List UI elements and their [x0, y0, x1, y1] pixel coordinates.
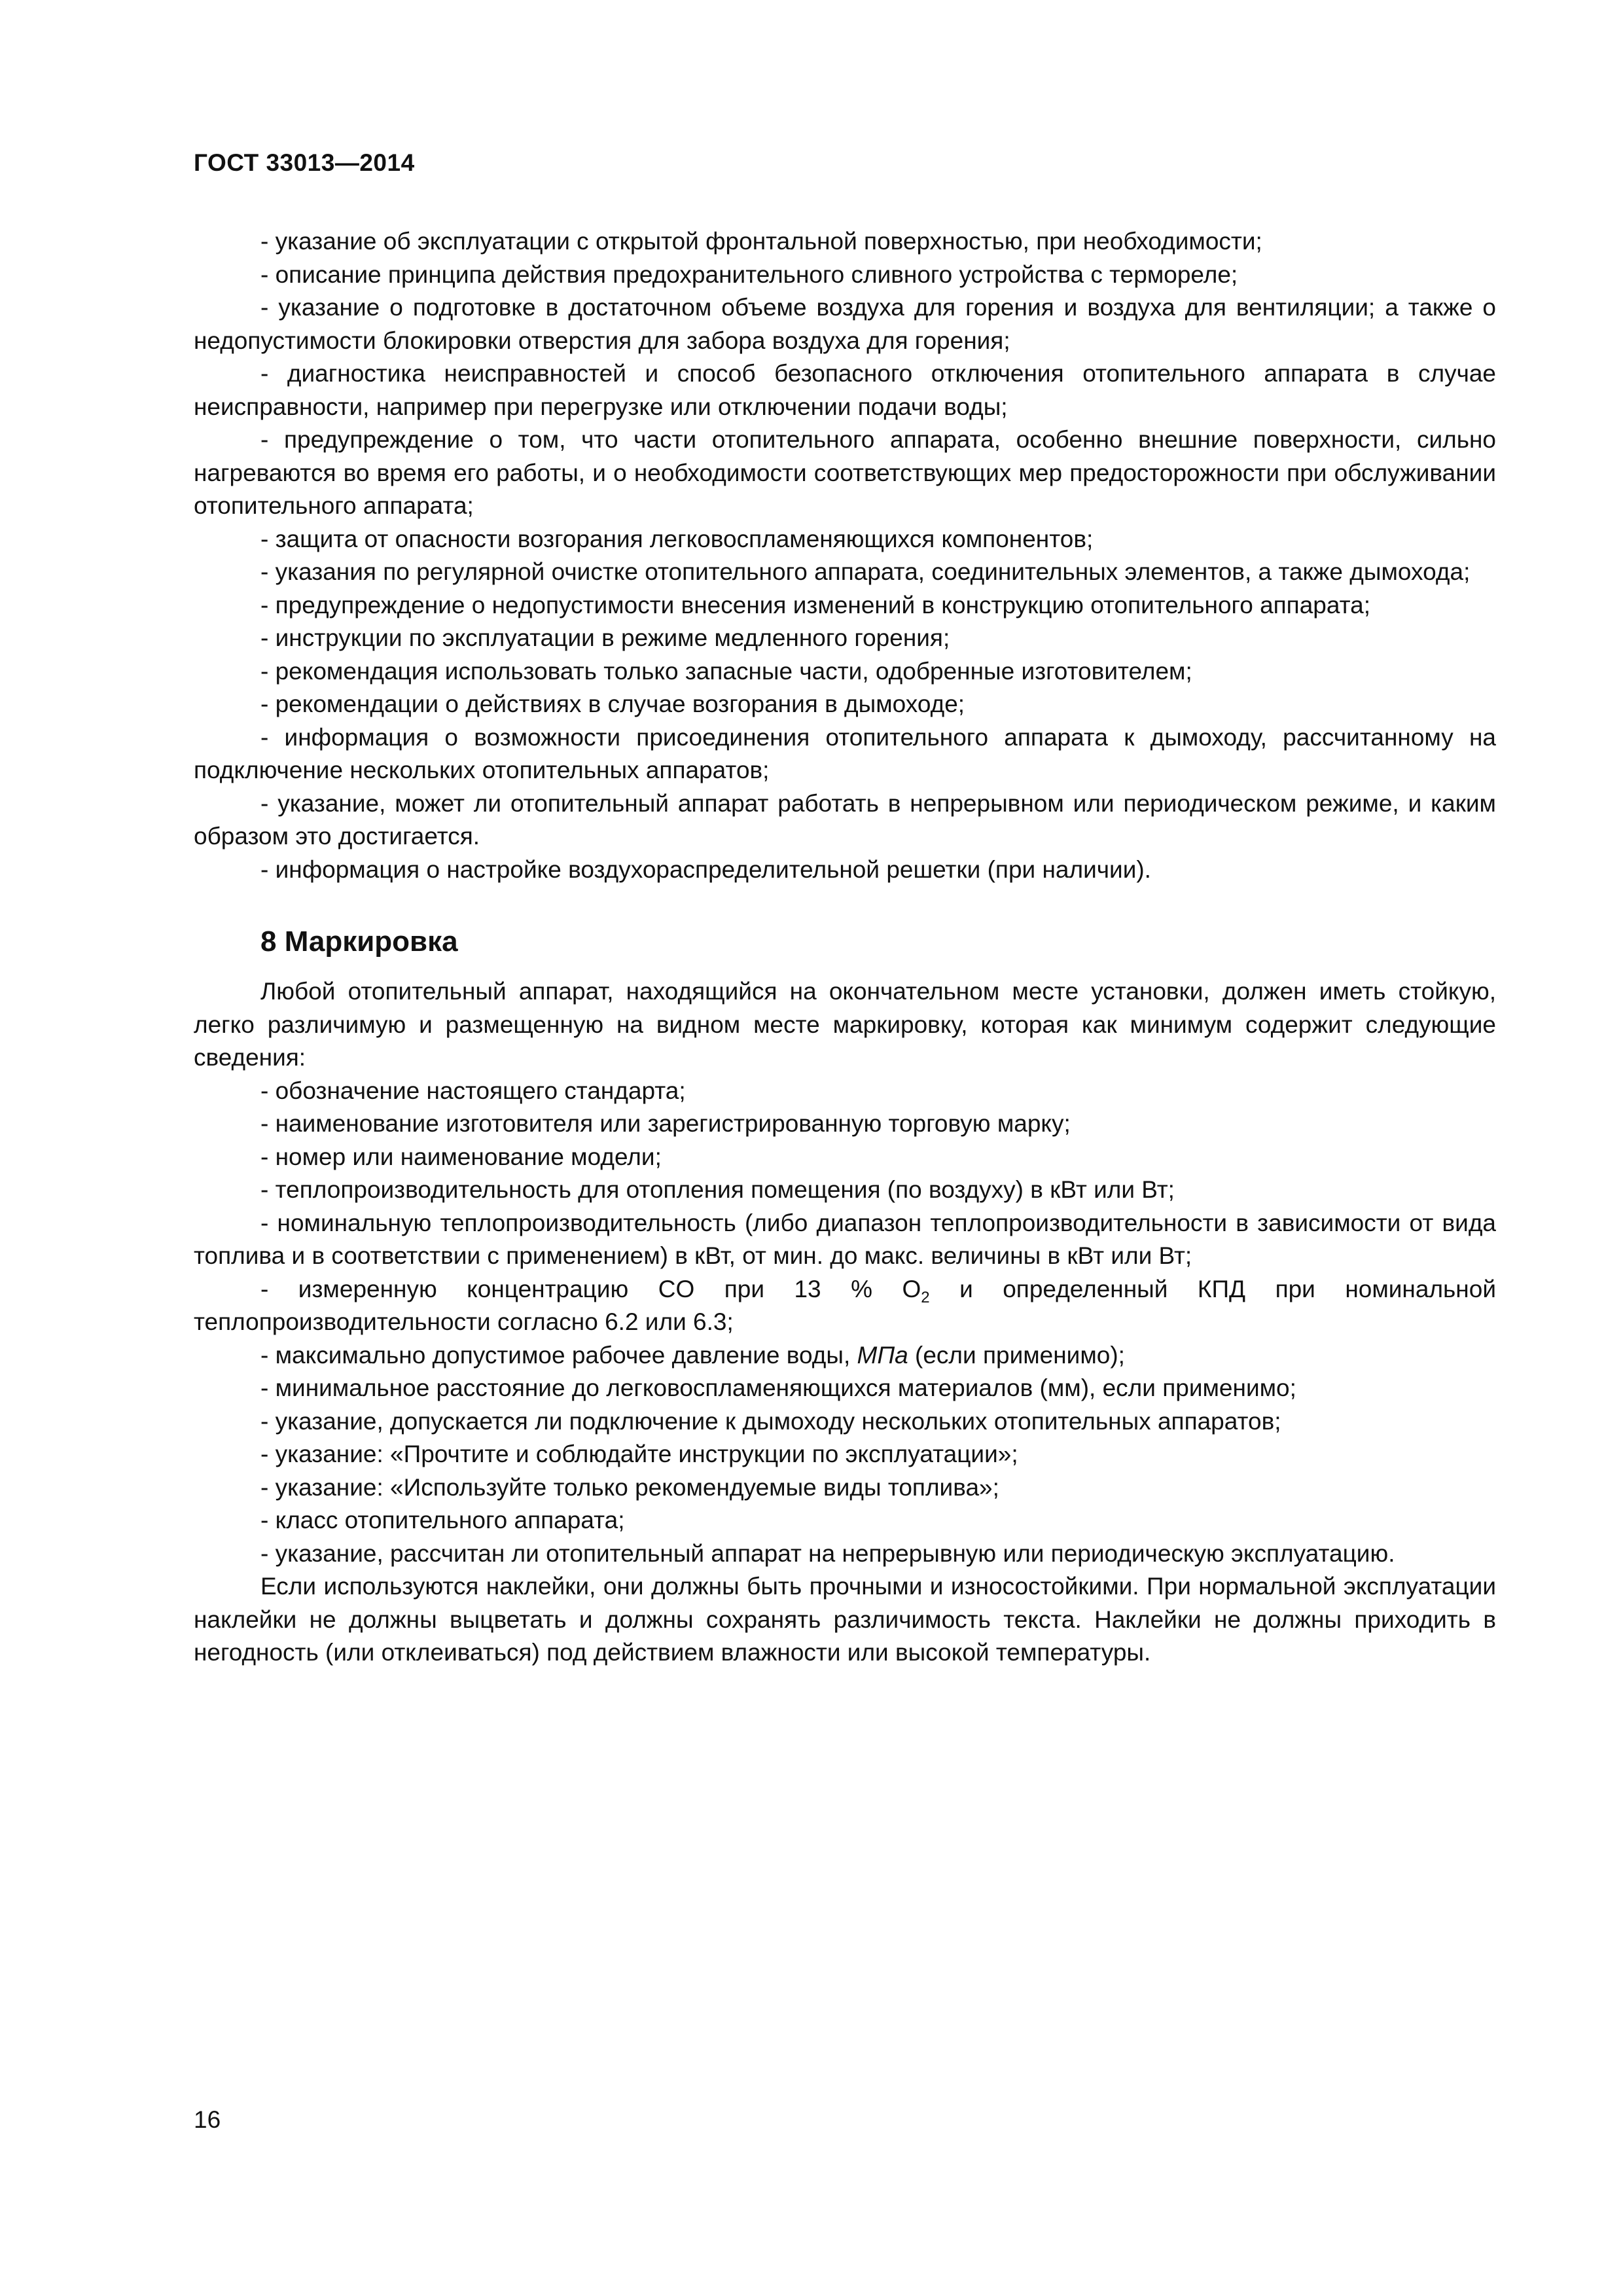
list-item: - диагностика неисправностей и способ безопасного отключения отопительного аппарата в случае неисправности, например при перегрузке или отключении подачи воды; [194, 360, 1496, 420]
list-item: - номер или наименование модели; [260, 1143, 662, 1170]
co-item-text-end: и определенный КПД при номинальной теплопроизводительности согласно 6.2 или 6.3; [194, 1275, 1496, 1335]
list-item: - рекомендация использовать только запасные части, одобренные изготовителем; [260, 657, 1192, 685]
list-item-water-pressure [194, 1339, 1496, 1372]
co-item-text-start: - измеренную концентрацию CO при 13 % O [260, 1275, 921, 1302]
list-item: - указание, допускается ли подключение к дымоходу нескольких отопительных аппаратов; [260, 1407, 1281, 1435]
list-item: - класс отопительного аппарата; [260, 1507, 625, 1534]
pressure-item-text-start: - максимально допустимое рабочее давление воды, [260, 1341, 857, 1369]
page-number: 16 [194, 2106, 221, 2133]
page-content [194, 225, 1496, 1670]
list-item: - номинальную теплопроизводительность (либо диапазон теплопроизводительности в зависимости от вида топлива и в соответствии с применением) в кВт, от мин. до макс. величины в кВт или Вт; [194, 1209, 1496, 1269]
marking-list [194, 1075, 1496, 1571]
list-item: - указание об эксплуатации с открытой фронтальной поверхностью, при необходимости; [260, 228, 1262, 255]
list-item: - описание принципа действия предохранительного сливного устройства с термореле; [260, 260, 1238, 288]
list-item: - теплопроизводительность для отопления помещения (по воздуху) в кВт или Вт; [260, 1176, 1175, 1203]
list-item: - информация о возможности присоединения отопительного аппарата к дымоходу, рассчитанному на подключение нескольких отопительных аппаратов; [194, 723, 1496, 783]
section-title: 8 Маркировка [260, 925, 458, 958]
list-item: - указания по регулярной очистке отопительного аппарата, соединительных элементов, а также дымохода; [260, 558, 1471, 585]
list-item: - указание: «Прочтите и соблюдайте инструкции по эксплуатации»; [260, 1441, 1018, 1467]
list-item-co-concentration [194, 1273, 1496, 1339]
list-item: - указание, может ли отопительный аппарат работать в непрерывном или периодическом режиме, и каким образом это достигается. [194, 789, 1496, 850]
instruction-list [194, 225, 1496, 886]
list-item: - обозначение настоящего стандарта; [260, 1077, 686, 1104]
pressure-unit: МПа [857, 1341, 908, 1369]
section-intro-paragraph: Любой отопительный аппарат, находящийся на окончательном месте установки, должен иметь стойкую, легко различимую и размещенную на видном месте маркировку, которая как минимум содержит следующие сведения: [194, 978, 1496, 1071]
list-item: - защита от опасности возгорания легковоспламеняющихся компонентов; [260, 525, 1094, 552]
pressure-item-text-end: (если применимо); [908, 1341, 1125, 1369]
document-code-header: ГОСТ 33013—2014 [194, 149, 415, 176]
list-item: - информация о настройке воздухораспределительной решетки (при наличии). [260, 855, 1151, 883]
list-item: - указание: «Используйте только рекомендуемые виды топлива»; [260, 1473, 999, 1501]
oxygen-subscript: 2 [921, 1288, 930, 1306]
closing-paragraph: Если используются наклейки, они должны быть прочными и износостойкими. При нормальной эксплуатации наклейки не должны выцветать и должны сохранять различимость текста. Наклейки не должны приходить в негодность (или отклеиваться) под действием влажности или высокой температуры. [194, 1573, 1496, 1666]
list-item: - рекомендации о действиях в случае возгорания в дымоходе; [260, 691, 965, 717]
list-item: - наименование изготовителя или зарегистрированную торговую марку; [260, 1110, 1071, 1137]
list-item: - указание о подготовке в достаточном объеме воздуха для горения и воздуха для вентиляции; а также о недопустимости блокировки отверстия для забора воздуха для горения; [194, 294, 1496, 354]
list-item: - предупреждение о недопустимости внесения изменений в конструкцию отопительного аппарата; [260, 591, 1371, 619]
list-item: - предупреждение о том, что части отопительного аппарата, особенно внешние поверхности, сильно нагреваются во время его работы, и о необходимости соответствующих мер предосторожности при обслуживании отопительного аппарата; [194, 426, 1496, 519]
list-item: - указание, рассчитан ли отопительный аппарат на непрерывную или периодическую эксплуатацию. [260, 1539, 1395, 1567]
list-item: - минимальное расстояние до легковоспламеняющихся материалов (мм), если применимо; [260, 1374, 1296, 1401]
list-item: - инструкции по эксплуатации в режиме медленного горения; [260, 624, 950, 651]
